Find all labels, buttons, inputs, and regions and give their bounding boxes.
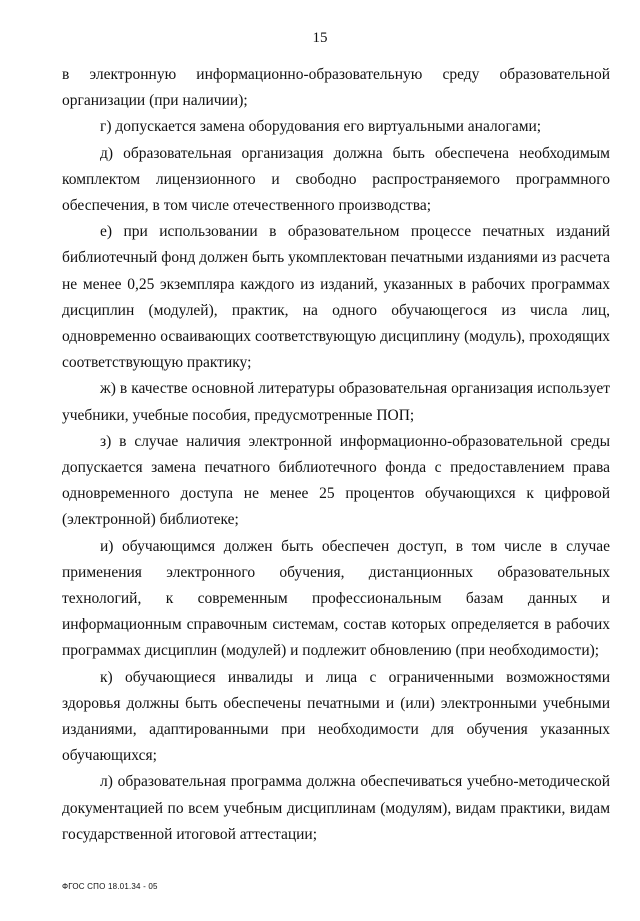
paragraph-item-k: к) обучающиеся инвалиды и лица с ограниченными возможностями здоровья должны быть обеспечены печатными и (или) электронными учебными изданиями, адаптированными при необходимости для обучения указанных обучающихся; bbox=[62, 668, 610, 765]
paragraph-item-l: л) образовательная программа должна обеспечиваться учебно-методической документацией по всем учебным дисциплинам (модулям), видам практики, видам государственной итоговой аттестации; bbox=[62, 773, 610, 843]
paragraph-item-d: д) образовательная организация должна быть обеспечена необходимым комплектом лицензионного и свободно распространяемого программного обеспечения, в том числе отечественного производства; bbox=[62, 144, 610, 215]
paragraph-item-i: и) обучающимся должен быть обеспечен доступ, в том числе в случае применения электронного обучения, дистанционных образовательных технологий, к современным профессиональным базам данных и информационным справочным системам, состав которых определяется в рабочих программах дисциплин (модулей) и подлежит обновлению (при необходимости); bbox=[62, 537, 610, 660]
paragraph-item-g: г) допускается замена оборудования его виртуальными аналогами; bbox=[100, 118, 542, 136]
paragraph-item-z: з) в случае наличия электронной информационно-образовательной среды допускается замена печатного библиотечного фонда с предоставлением права одновременного доступа не менее 25 процентов обучающихся к цифровой (электронной) библиотеке; bbox=[62, 432, 610, 529]
paragraph-item-e: е) при использовании в образовательном процессе печатных изданий библиотечный фонд должен быть укомплектован печатными изданиями из расчета не менее 0,25 экземпляра каждого из изданий, указанных в рабочих программах дисциплин (модулей), практик, на одного обучающегося из числа лиц, одновременно осваивающих соответствующую дисциплину (модуль), проходящих соответствующую практику; bbox=[62, 223, 610, 372]
paragraph-continuation: в электронную информационно-образовательную среду образовательной организации (при наличии); bbox=[62, 66, 610, 110]
document-body bbox=[62, 62, 610, 848]
footer-document-code: ФГОС СПО 18.01.34 - 05 bbox=[62, 882, 158, 891]
paragraph-item-zh: ж) в качестве основной литературы образовательная организация использует учебники, учебные пособия, предусмотренные ПОП; bbox=[62, 380, 610, 424]
page-number: 15 bbox=[312, 30, 328, 46]
